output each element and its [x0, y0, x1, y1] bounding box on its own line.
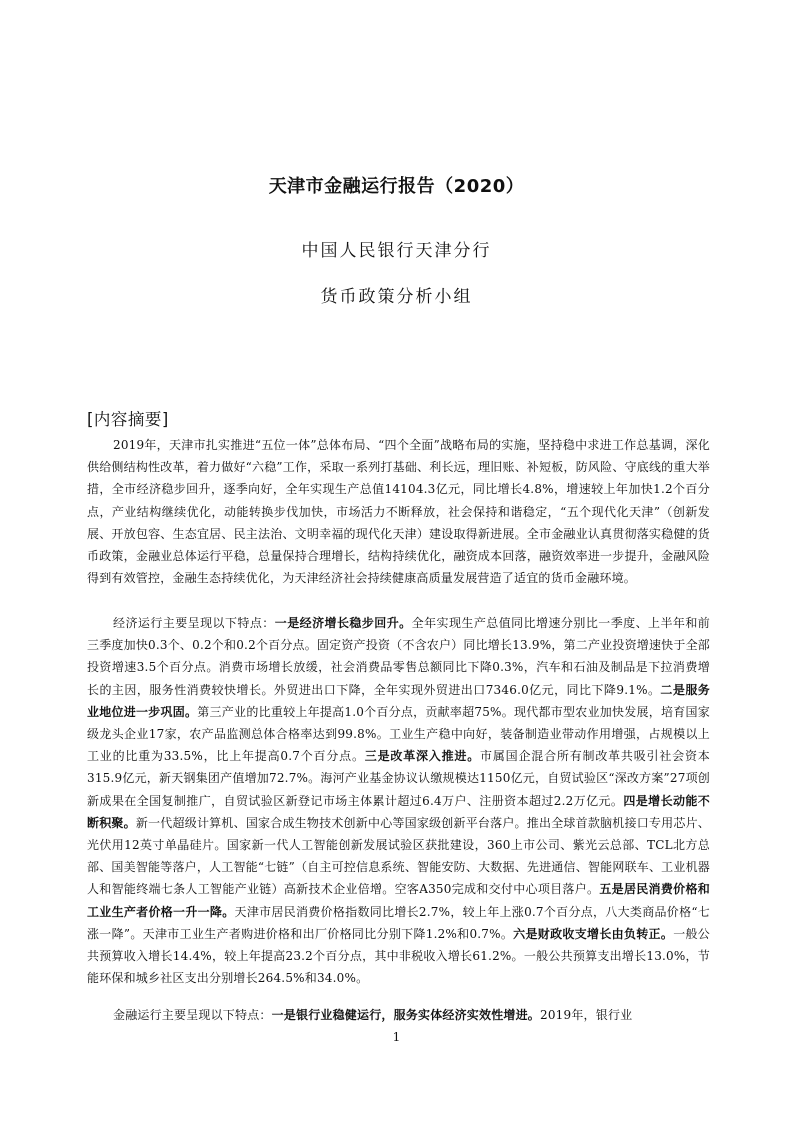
bold-run: 四是增长动能不断积聚。	[87, 793, 711, 830]
text-run: 2019年，银行业	[540, 1008, 633, 1022]
bold-run: 三是改革深入推进。	[364, 749, 481, 764]
bold-run: 五是居民消费价格和工业生产者价格一升一降。	[87, 882, 710, 919]
bold-run: 二是服务业地位进一步巩固。	[87, 682, 710, 719]
text-run: 经济运行主要呈现以下特点：	[113, 616, 275, 630]
text-run: 全年实现生产总值同比增速分别比一季度、上半年和前三季度加快0.3个、0.2个和0.2个百分点。固定资产投资（不含农户）同比增长13.9%，第二产业投资增速快于全部投资增速3.5个百分点。消费市场增长放缓，社会消费品零售总额同比下降0.3%，汽车和石油及制品是下拉消费增长的主因，服务性消费较快增长。外贸进出口下降，全年实现外贸进出口7346.0亿元，同比下降9.1%。	[87, 616, 710, 697]
text-run: 天津市居民消费价格指数同比增长2.7%，较上年上涨0.7个百分点，八大类商品价格“七涨一降”。天津市工业生产者购进价格和出厂价格同比分别下降1.2%和0.7%。	[87, 904, 711, 941]
author-line: 中国人民银行天津分行	[301, 241, 492, 261]
bold-run: 一是银行业稳健运行，服务实体经济实效性增进。	[271, 1008, 541, 1022]
bold-run: 一是经济增长稳步回升。	[274, 616, 412, 630]
summary-paragraph-1: 2019年，天津市扎实推进“五位一体”总体布局、“四个全面”战略布局的实施，坚持稳中求进工作总基调，深化供给侧结构性改革，着力做好“六稳”工作，采取一系列打基础、利长远，理旧账、补短板，防风险、守底线的重大举措，全市经济稳步回升，逐季向好，全年实现生产总值14104.3亿元，同比增长4.8%，增速较上年加快1.2个百分点，产业结构继续优化，动能转换步伐加快，市场活力不断释放，社会保持和谐稳定，“五个现代化天津”（创新发展、开放包容、生态宜居、民主法治、文明幸福的现代化天津）建设取得新进展。全市金融业认真贯彻落实稳健的货币政策，金融业总体运行平稳，总量保持合理增长，结构持续优化，融资成本回落，融资效率进一步提升，金融风险得到有效管控，金融生态持续优化，为天津经济社会持续健康高质量发展营造了适宜的货币金融环境。	[87, 438, 710, 586]
page-number: 1	[392, 1030, 401, 1044]
text-run: 新一代超级计算机、国家合成生物技术创新中心等国家级创新平台落户。推出全球首款脑机接口专用芯片、光伏用12英寸单晶硅片。国家新一代人工智能创新发展试验区获批建设，360上市公司、紫光云总部、TCL北方总部、国美智能等落户，人工智能“七链”（自主可控信息系统、智能安防、大数据、先进通信、智能网联车、工业机器人和智能终端七条人工智能产业链）高新技术企业倍增。空客A350完成和交付中心项目落户。	[87, 815, 710, 897]
summary-paragraph-3	[87, 1004, 710, 1026]
text-run: 金融运行主要呈现以下特点：	[113, 1008, 272, 1022]
text-run: 市属国企混合所有制改革共吸引社会资本315.9亿元，新天钢集团产值增加72.7%。海河产业基金协议认缴规模达1150亿元，自贸试验区“深改方案”27项创新成果在全国复制推广，自贸试验区新登记市场主体累计超过6.4万户、注册资本超过2.2万亿元。	[87, 749, 710, 808]
section-heading: [内容摘要]	[87, 410, 169, 429]
group-line: 货币政策分析小组	[320, 287, 473, 307]
summary-paragraph-2	[87, 612, 710, 989]
document-title: 天津市金融运行报告（2020）	[268, 176, 525, 197]
text-run: 一般公共预算收入增长14.4%，较上年提高23.2个百分点，其中非税收入增长61.2%。一般公共预算支出增长13.0%，节能环保和城乡社区支出分别增长264.5%和34.0%。	[87, 926, 711, 986]
text-run: 第三产业的比重较上年提高1.0个百分点，贡献率超75%。现代都市型农业加快发展，培育国家级龙头企业17家，农产品监测总体合格率达到99.8%。工业生产稳中向好，装备制造业带动作用增强，占规模以上工业的比重为33.5%，比上年提高0.7个百分点。	[87, 704, 710, 764]
bold-run: 六是财政收支增长由负转正。	[513, 926, 674, 941]
